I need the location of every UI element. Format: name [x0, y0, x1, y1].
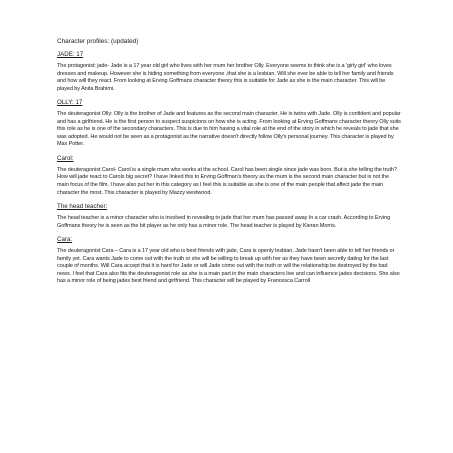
section-heading-cara: Cara:: [57, 236, 73, 244]
section-carol: [57, 155, 402, 197]
section-body-cara: The deuteragonist Cara – Cara is a 17 year old who is best friends with jade, Cara is openly lesbian, Jade hasn't been able to tell her friends or family yet. Cara wants Jade to come out with the truth or she will be willing to break up with her as they have been secretly dating for the last couple of months. Will Cara accept that it is hard for Jade or will Jade come out with the truth or will the relationship be destroyed by the bad news. I feel that Cara also fits the deuteragonist role as she is a main part in the main characters live and can influence jades decisions. She also has a minor role of being jades best friend and girlfriend. This character will be played by Francesca Carroll: [57, 248, 400, 285]
document-page: [57, 38, 402, 292]
section-heading-head-teacher: The head teacher:: [57, 203, 108, 211]
section-body-head-teacher: The head teacher is a minor character who is involved in revealing to jade that her mum has passed away In a car crash. According to Erving Goffmans theory he is seen as the bit player as he only has a minor role. The head teacher is played by Kieran Morris.: [57, 215, 391, 229]
document-title: Character profiles: (updated): [57, 38, 139, 45]
section-body-jade: The protagonist: jade- Jade is a 17 year old girl who lives with her mum her brother Olly. Everyone seems to think she is a 'girly girl' who loves dresses and makeup. However she is hiding something from everyone ,that she is a lesbian. Will she ever be able to tell her family and friends and how will they react. From looking at Erving Goffmans character theory this is suitable for Jade as she is the main character. This will be played by Anita Brahimi.: [57, 63, 394, 92]
section-jade: [57, 51, 402, 93]
section-cara: [57, 236, 402, 286]
section-heading-jade: JADE: 17: [57, 51, 84, 58]
section-body-olly: The deuteragonist Olly: Olly is the brother of Jade and features as the second main character. He is twins with Jade. Olly is confident and popular and has a girlfriend. He is the first person to suspect suspicions on how she is acting. From looking at Erving Goffmans character theory Olly suits this role as he is one of the secondary characters. This is due to him having a vital role at the end of the story in which he reveals to jade that she was adopted. He would not be seen as a protagonist as the narrative doesn't directly follow Olly's personal journey. This character is played by Max Potter.: [57, 111, 401, 148]
section-body-carol: The deuteragonist Carol- Carol is a single mum who works at the school. Carol has been single since jade was born. But is she telling the truth? How will jade react to Carols big secret? I have linked this to Erving Goffman's theory as the mum is the second main character but is not the main focus of the film. I have also put her in this category as I feel this is suitable as she is one of the main people that affect jade the main character the most. This character is played by Mazzy westwood.: [57, 166, 397, 196]
section-olly: [57, 99, 402, 149]
section-heading-carol: Carol:: [57, 154, 74, 162]
section-heading-olly: OLLY: 17: [57, 99, 83, 107]
section-head-teacher: [57, 203, 402, 230]
